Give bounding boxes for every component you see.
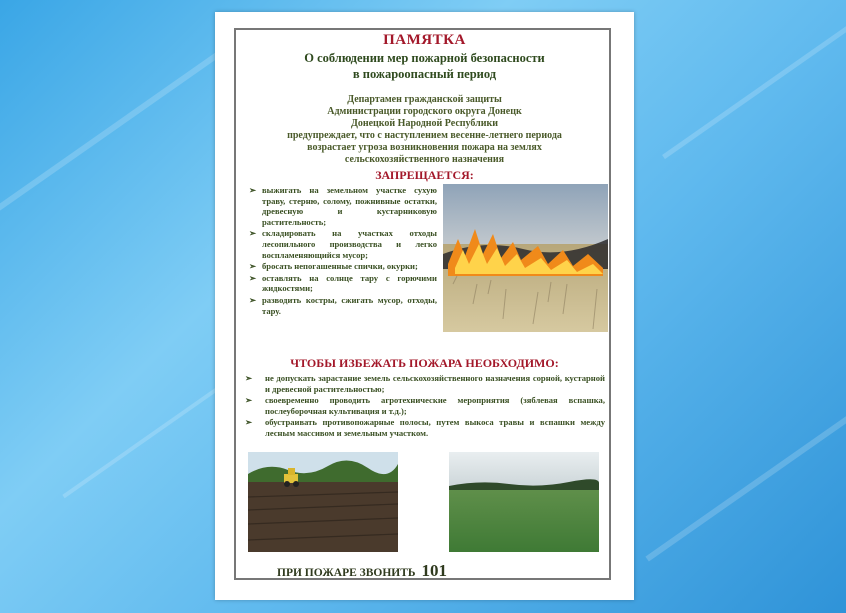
dept-line: Департамен гражданской защиты xyxy=(347,94,502,105)
list-item: ➢ бросать непогашенные спички, окурки; xyxy=(249,261,418,272)
dept-line: предупреждает, что с наступлением весенне-летнего периода xyxy=(287,130,562,141)
dept-line: Донецкой Народной Республики xyxy=(350,118,499,129)
list-item: ➢ оставлять на солнце тару с горючими жидкостями; xyxy=(249,272,437,294)
poster-subtitle xyxy=(215,50,634,82)
arrow-bullet-icon: ➢ xyxy=(245,373,253,383)
arrow-bullet-icon: ➢ xyxy=(249,185,257,195)
arrow-bullet-icon: ➢ xyxy=(245,417,253,428)
dept-line: сельскохозяйственного назначения xyxy=(344,154,505,165)
list-item: ➢ разводить костры, сжигать мусор, отходы, тару. xyxy=(249,294,437,316)
prohibited-heading: ЗАПРЕЩАЕТСЯ: xyxy=(375,168,474,182)
dept-line: Администрации городского округа Донецк xyxy=(327,106,522,117)
arrow-bullet-icon: ➢ xyxy=(249,272,257,283)
arrow-bullet-icon: ➢ xyxy=(249,294,257,305)
list-item: ➢ складировать на участках отходы лесопильного производства и легко воспламеняющийся мусор; xyxy=(249,228,437,260)
plowed-field-photo xyxy=(248,452,398,552)
poster-page xyxy=(215,12,634,600)
arrow-bullet-icon: ➢ xyxy=(245,395,253,406)
subtitle-line: О соблюдении мер пожарной безопасности xyxy=(304,51,545,65)
list-item: ➢ своевременно проводить агротехнические мероприятия (зяблевая вспашка, послеуборочная культивация и т.д.); xyxy=(245,395,605,416)
prohibited-list xyxy=(249,185,437,317)
department-notice xyxy=(215,94,634,166)
background-streak xyxy=(662,6,846,159)
subtitle-line: в пожароопасный период xyxy=(352,67,497,81)
poster-title: ПАМЯТКА xyxy=(383,32,466,48)
list-item: ➢ не допускать зарастание земель сельскохозяйственного назначения сорной, кустарной и древесной растительностью; xyxy=(245,373,605,394)
emergency-call xyxy=(277,561,447,581)
burning-grass-photo xyxy=(443,184,608,332)
list-item: ➢ обустраивать противопожарные полосы, путем выкоса травы и вспашки между лесным массивом и земельным участком. xyxy=(245,417,605,438)
emergency-number: 101 xyxy=(421,561,447,580)
background-streak xyxy=(645,385,846,562)
required-heading: ЧТОБЫ ИЗБЕЖАТЬ ПОЖАРА НЕОБХОДИМО: xyxy=(290,356,559,370)
arrow-bullet-icon: ➢ xyxy=(249,228,257,239)
call-label: ПРИ ПОЖАРЕ ЗВОНИТЬ xyxy=(277,567,416,579)
required-list xyxy=(245,373,605,440)
green-field-photo xyxy=(449,452,599,552)
dept-line: возрастает угроза возникновения пожара на землях xyxy=(307,142,542,153)
arrow-bullet-icon: ➢ xyxy=(249,261,257,272)
list-item: ➢ выжигать на земельном участке сухую траву, стерню, солому, пожнивные остатки, древесную и кустарниковую растительность; xyxy=(249,185,437,227)
